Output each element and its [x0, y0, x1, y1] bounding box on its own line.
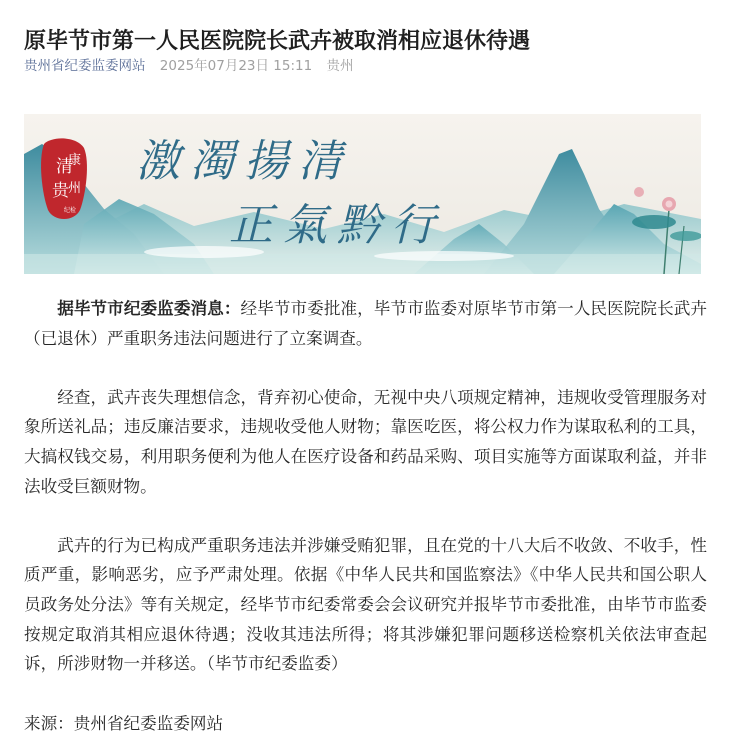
- water-mist: [24, 254, 701, 274]
- article-meta: [24, 56, 354, 76]
- slogan-line-1: 激濁揚清: [136, 136, 352, 187]
- logo-char-4: 州: [68, 181, 82, 196]
- article-title: 原毕节市第一人民医院院长武卉被取消相应退休待遇: [24, 28, 531, 54]
- publish-location: 贵州: [326, 58, 354, 74]
- paragraph-3: 武卉的行为已构成严重职务违法并涉嫌受贿犯罪，且在党的十八大后不收敛、不收手，性质严重，影响恶劣，应予严肃处理。依据《中华人民共和国监察法》《中华人民共和国公职人员政务处分法》等有关规定，经毕节市纪委常委会会议研究并报毕节市委批准，由毕节市监委按规定取消其相应退休待遇；没收其违法所得；将其涉嫌犯罪问题移送检察机关依法审查起诉，所涉财物一并移送。（毕节市纪委监委）: [24, 535, 707, 674]
- paragraph-1: [24, 294, 707, 353]
- logo-char-1: 清: [56, 157, 73, 177]
- paragraph-1-lead: 据毕节市纪委监委消息：: [57, 299, 241, 318]
- publish-date: 2025年07月23日 15:11: [159, 58, 313, 74]
- article-body: [24, 294, 707, 679]
- paragraph-1-text: 经毕节市委批准，毕节市监委对原毕节市第一人民医院院长武卉（已退休）严重职务违法问题进行了立案调查。: [24, 299, 708, 348]
- logo-small-text: 纪检: [64, 207, 77, 214]
- account-name-link[interactable]: 贵州省纪委监委网站: [24, 58, 146, 74]
- logo-char-3: 贵: [52, 181, 69, 201]
- article-source: [24, 709, 223, 739]
- qinglian-guizhou-logo: [41, 138, 87, 219]
- cloud: [374, 251, 514, 261]
- banner-image: [24, 114, 701, 274]
- slogan-line-2: 正氣黔行: [229, 200, 445, 251]
- banner-illustration: [24, 114, 701, 274]
- paragraph-2: 经查，武卉丧失理想信念，背弃初心使命，无视中央八项规定精神，违规收受管理服务对象所送礼品；违反廉洁要求，违规收受他人财物；靠医吃医，将公权力作为谋取私利的工具，大搞权钱交易，利用职务便利为他人在医疗设备和药品采购、项目实施等方面谋取利益，并非法收受巨额财物。: [24, 387, 707, 496]
- source-label: 来源：: [24, 714, 74, 733]
- logo-char-2: 康: [68, 153, 82, 168]
- source-name: 贵州省纪委监委网站: [73, 714, 224, 733]
